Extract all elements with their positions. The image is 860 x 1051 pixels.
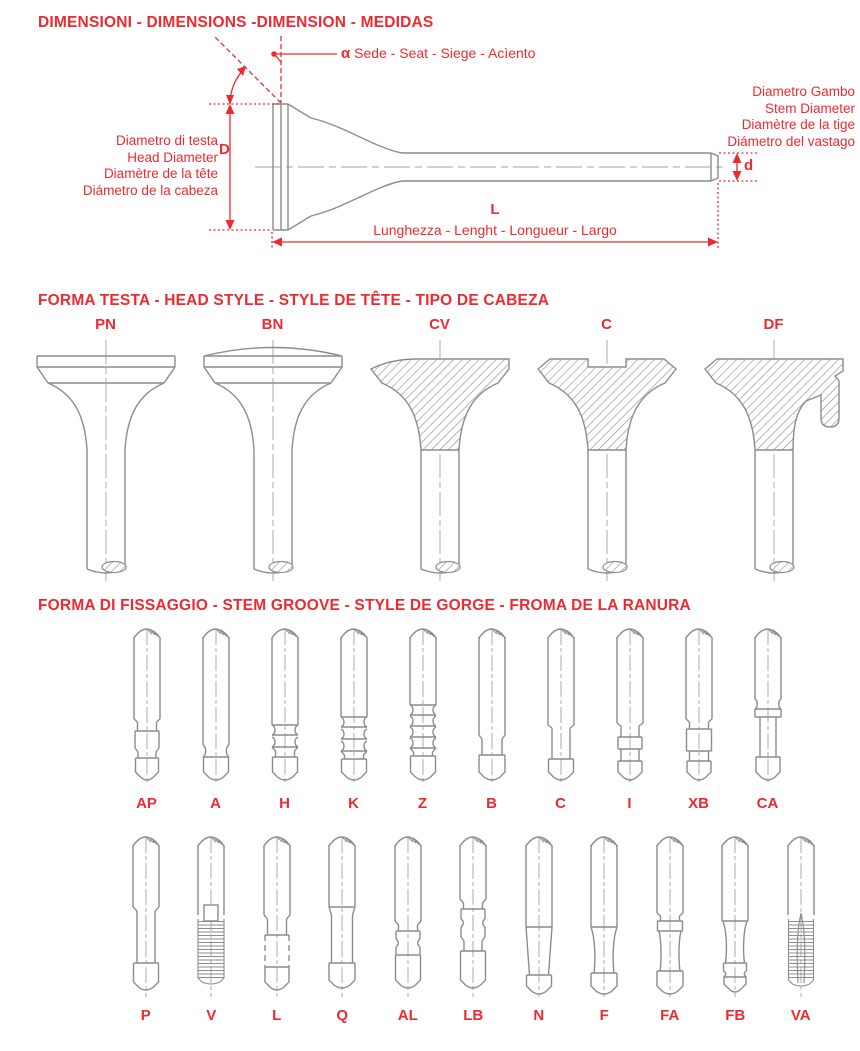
stem-groove-code: FB: [725, 1007, 746, 1024]
stem-groove-item-Q: [310, 835, 376, 1025]
stem-groove-item-VA: [768, 835, 834, 1025]
stem-groove-code: I: [627, 795, 632, 812]
stem-groove-figure-P: [116, 835, 176, 999]
stem-groove-figure-A: [186, 627, 246, 787]
stem-groove-figure-V: [181, 835, 241, 999]
head-style-item-DF: [690, 316, 857, 583]
valve-dimension-drawing: [0, 32, 860, 282]
stem-groove-code: XB: [688, 795, 709, 812]
alpha-symbol: α: [341, 45, 351, 62]
stem-groove-code: F: [599, 1007, 609, 1024]
head-style-figure-PN: [22, 338, 189, 583]
stem-groove-item-N: [506, 835, 572, 1025]
head-style-code: DF: [763, 316, 784, 333]
head-style-item-C: [523, 316, 690, 583]
length-label: Lunghezza - Lenght - Longueur - Largo: [373, 222, 617, 238]
dimensions-section-title: DIMENSIONI - DIMENSIONS -DIMENSION - MEDIDAS: [38, 14, 434, 31]
head-style-figure-CV: [356, 338, 523, 583]
stem-groove-figure-AL: [378, 835, 438, 999]
head-style-row: [0, 316, 860, 583]
stem-groove-item-V: [179, 835, 245, 1025]
head-style-item-BN: [189, 316, 356, 583]
stem-groove-code: A: [210, 795, 221, 812]
stem-groove-figure-VA: [771, 835, 831, 999]
head-style-figure-C: [523, 338, 690, 583]
stem-groove-item-LB: [441, 835, 507, 1025]
stem-groove-item-L: [244, 835, 310, 1025]
stem-groove-figure-K: [324, 627, 384, 787]
stem-groove-item-Z: [388, 627, 457, 813]
head-style-figure-BN: [189, 338, 356, 583]
head-style-code: CV: [429, 316, 450, 333]
stem-groove-figure-AP: [117, 627, 177, 787]
stem-diameter-label: Diametro Gambo Stem Diameter Diamètre de la tige Diámetro del vastago: [727, 84, 855, 149]
stem-groove-figure-XB: [669, 627, 729, 787]
stem-groove-figure-CA: [738, 627, 798, 787]
stem-groove-figure-C: [531, 627, 591, 787]
stem-groove-code: Z: [417, 795, 428, 812]
stem-groove-code: P: [140, 1007, 151, 1024]
stem-groove-code: Q: [336, 1007, 349, 1024]
stem-groove-code: VA: [790, 1007, 811, 1024]
stem-groove-code: H: [279, 795, 290, 812]
head-style-item-CV: [356, 316, 523, 583]
stem-groove-code: FA: [660, 1007, 680, 1024]
stem-groove-item-AL: [375, 835, 441, 1025]
stem-groove-row-2: [0, 835, 860, 1025]
stem-groove-figure-N: [509, 835, 569, 999]
stem-groove-code: AL: [397, 1007, 418, 1024]
stem-groove-figure-Q: [312, 835, 372, 999]
stem-groove-item-AP: [112, 627, 181, 813]
stem-groove-item-FB: [703, 835, 769, 1025]
stem-groove-figure-F: [574, 835, 634, 999]
stem-groove-figure-FB: [705, 835, 765, 999]
head-style-section-title: FORMA TESTA - HEAD STYLE - STYLE DE TÊTE - TIPO DE CABEZA: [38, 292, 550, 309]
stem-groove-code: K: [348, 795, 359, 812]
stem-groove-item-F: [572, 835, 638, 1025]
stem-groove-code: N: [533, 1007, 545, 1024]
stem-groove-item-CA: [733, 627, 802, 813]
stem-groove-item-P: [113, 835, 179, 1025]
stem-groove-code: L: [272, 1007, 282, 1024]
stem-groove-figure-L: [247, 835, 307, 999]
stem-groove-code: AP: [136, 795, 157, 812]
head-style-item-PN: [22, 316, 189, 583]
stem-groove-code: CA: [756, 795, 779, 812]
head-style-code: PN: [95, 316, 116, 333]
head-style-code: BN: [261, 316, 284, 333]
stem-groove-code: C: [555, 795, 566, 812]
stem-groove-section-title: FORMA DI FISSAGGIO - STEM GROOVE - STYLE DE GORGE - FROMA DE LA RANURA: [38, 597, 691, 614]
stem-groove-figure-B: [462, 627, 522, 787]
stem-groove-item-K: [319, 627, 388, 813]
stem-diameter-symbol: d: [744, 157, 754, 174]
head-style-code: C: [601, 316, 612, 333]
head-style-figure-DF: [690, 338, 857, 583]
length-symbol: L: [490, 201, 500, 218]
stem-groove-item-H: [250, 627, 319, 813]
stem-groove-code: LB: [463, 1007, 484, 1024]
stem-groove-item-A: [181, 627, 250, 813]
stem-groove-code: B: [486, 795, 497, 812]
stem-groove-item-I: [595, 627, 664, 813]
stem-groove-item-FA: [637, 835, 703, 1025]
stem-groove-row-1: [0, 627, 860, 813]
stem-groove-figure-FA: [640, 835, 700, 999]
stem-groove-figure-H: [255, 627, 315, 787]
stem-groove-figure-LB: [443, 835, 503, 999]
seat-angle-label: α Sede - Seat - Siege - Acìento: [341, 45, 536, 62]
stem-groove-item-XB: [664, 627, 733, 813]
stem-groove-item-C: [526, 627, 595, 813]
stem-groove-figure-I: [600, 627, 660, 787]
stem-groove-code: V: [206, 1007, 217, 1024]
stem-groove-figure-Z: [393, 627, 453, 787]
head-diameter-symbol: D: [219, 141, 230, 158]
head-diameter-label: Diametro di testa Head Diameter Diamètre de la tête Diámetro de la cabeza: [82, 133, 218, 198]
stem-groove-item-B: [457, 627, 526, 813]
